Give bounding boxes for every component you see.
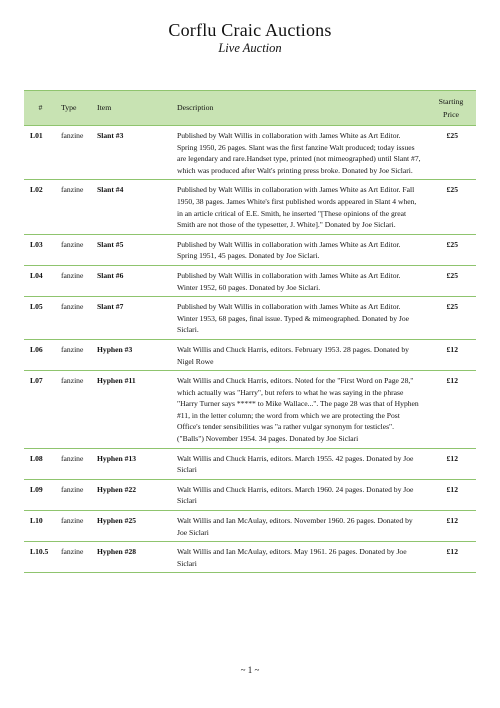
lot-type: fanzine [57, 339, 93, 370]
lot-starting-price: £25 [426, 126, 476, 180]
lot-starting-price: £12 [426, 479, 476, 510]
lot-description: Published by Walt Willis in collaboration with James White as Art Editor. Fall 1950, 38 pages. James White's first published words appeared in Slant 4 when, in an article critical of E.E. Smith, he inserted "[These opinions of the great Smith are not those of the typesetter, J. White]." Donated by Joe Siclari. [173, 180, 426, 234]
lot-starting-price: £25 [426, 297, 476, 340]
lot-description: Walt Willis and Ian McAulay, editors. November 1960. 26 pages. Donated by Joe Siclari [173, 511, 426, 542]
table-row [24, 448, 476, 479]
lot-description: Published by Walt Willis in collaboration with James White as Art Editor. Spring 1951, 45 pages. Donated by Joe Siclari. [173, 234, 426, 265]
lot-description: Walt Willis and Chuck Harris, editors. March 1955. 42 pages. Donated by Joe Siclari [173, 448, 426, 479]
lot-type: fanzine [57, 479, 93, 510]
column-header-type: Type [57, 91, 93, 126]
lot-starting-price: £25 [426, 180, 476, 234]
lot-description: Published by Walt Willis in collaboration with James White as Art Editor. Winter 1952, 60 pages. Donated by Joe Siclari. [173, 265, 426, 296]
lot-starting-price: £25 [426, 265, 476, 296]
table-row [24, 371, 476, 449]
lot-item: Slant #3 [93, 126, 173, 180]
lot-type: fanzine [57, 371, 93, 449]
lot-type: fanzine [57, 180, 93, 234]
lot-description: Walt Willis and Ian McAulay, editors. May 1961. 26 pages. Donated by Joe Siclari [173, 542, 426, 573]
lot-number: L01 [24, 126, 57, 180]
lot-number: L09 [24, 479, 57, 510]
table-row [24, 234, 476, 265]
lot-item: Slant #5 [93, 234, 173, 265]
lot-item: Slant #6 [93, 265, 173, 296]
lot-number: L10.5 [24, 542, 57, 573]
lot-number: L10 [24, 511, 57, 542]
lot-item: Hyphen #3 [93, 339, 173, 370]
table-row [24, 511, 476, 542]
lot-item: Hyphen #13 [93, 448, 173, 479]
lot-starting-price: £12 [426, 511, 476, 542]
lot-description: Published by Walt Willis in collaboration with James White as Art Editor. Winter 1953, 68 pages, final issue. Typed & mimeographed. Donated by Joe Siclari. [173, 297, 426, 340]
lot-item: Hyphen #28 [93, 542, 173, 573]
lot-description: Walt Willis and Chuck Harris, editors. February 1953. 28 pages. Donated by Nigel Rowe [173, 339, 426, 370]
lot-number: L07 [24, 371, 57, 449]
table-row [24, 265, 476, 296]
lot-type: fanzine [57, 234, 93, 265]
lot-starting-price: £25 [426, 234, 476, 265]
column-header-item: Item [93, 91, 173, 126]
table-row [24, 339, 476, 370]
lot-starting-price: £12 [426, 371, 476, 449]
table-row [24, 297, 476, 340]
auction-table [24, 90, 476, 573]
lot-type: fanzine [57, 126, 93, 180]
table-header-row [24, 91, 476, 126]
table-row [24, 542, 476, 573]
lot-item: Hyphen #22 [93, 479, 173, 510]
table-row [24, 180, 476, 234]
lot-description: Walt Willis and Chuck Harris, editors. March 1960. 24 pages. Donated by Joe Siclari [173, 479, 426, 510]
lot-type: fanzine [57, 511, 93, 542]
lot-type: fanzine [57, 297, 93, 340]
lot-description: Walt Willis and Chuck Harris, editors. Noted for the "First Word on Page 28," which actually was "Harry", but refers to what he was saying in the phrase "Harry Turner says ***** to Mike Wallace...". The page 28 was that of Hyphen #11, in the letter column; the word from which we are protecting the Post Office's tender sensibilities was "a rather vulgar synonym for testicles". ("Balls") November 1954. 34 pages. Donated by Joe Siclari [173, 371, 426, 449]
lot-type: fanzine [57, 265, 93, 296]
lot-number: L02 [24, 180, 57, 234]
lot-number: L08 [24, 448, 57, 479]
table-row [24, 126, 476, 180]
page-number: ~ 1 ~ [240, 665, 260, 675]
lot-item: Hyphen #11 [93, 371, 173, 449]
lot-item: Hyphen #25 [93, 511, 173, 542]
lot-number: L03 [24, 234, 57, 265]
lot-number: L06 [24, 339, 57, 370]
lot-type: fanzine [57, 448, 93, 479]
document-subtitle: Live Auction [218, 41, 282, 55]
lot-starting-price: £12 [426, 339, 476, 370]
lot-number: L05 [24, 297, 57, 340]
lot-description: Published by Walt Willis in collaboration with James White as Art Editor. Spring 1950, 26 pages. Slant was the first fanzine Walt produced; today issues are legendary and rare.Handset type, printed (not mimeographed) until Slant #7, which was produced after Walt's printing press broke. Donated by Joe Siclari. [173, 126, 426, 180]
column-header-description: Description [173, 91, 426, 126]
lot-number: L04 [24, 265, 57, 296]
document-title: Corflu Craic Auctions [168, 20, 332, 40]
column-header-starting-price: Starting Price [426, 91, 476, 126]
lot-item: Slant #4 [93, 180, 173, 234]
lot-item: Slant #7 [93, 297, 173, 340]
lot-starting-price: £12 [426, 542, 476, 573]
column-header-number: # [24, 91, 57, 126]
lot-starting-price: £12 [426, 448, 476, 479]
lot-type: fanzine [57, 542, 93, 573]
table-row [24, 479, 476, 510]
